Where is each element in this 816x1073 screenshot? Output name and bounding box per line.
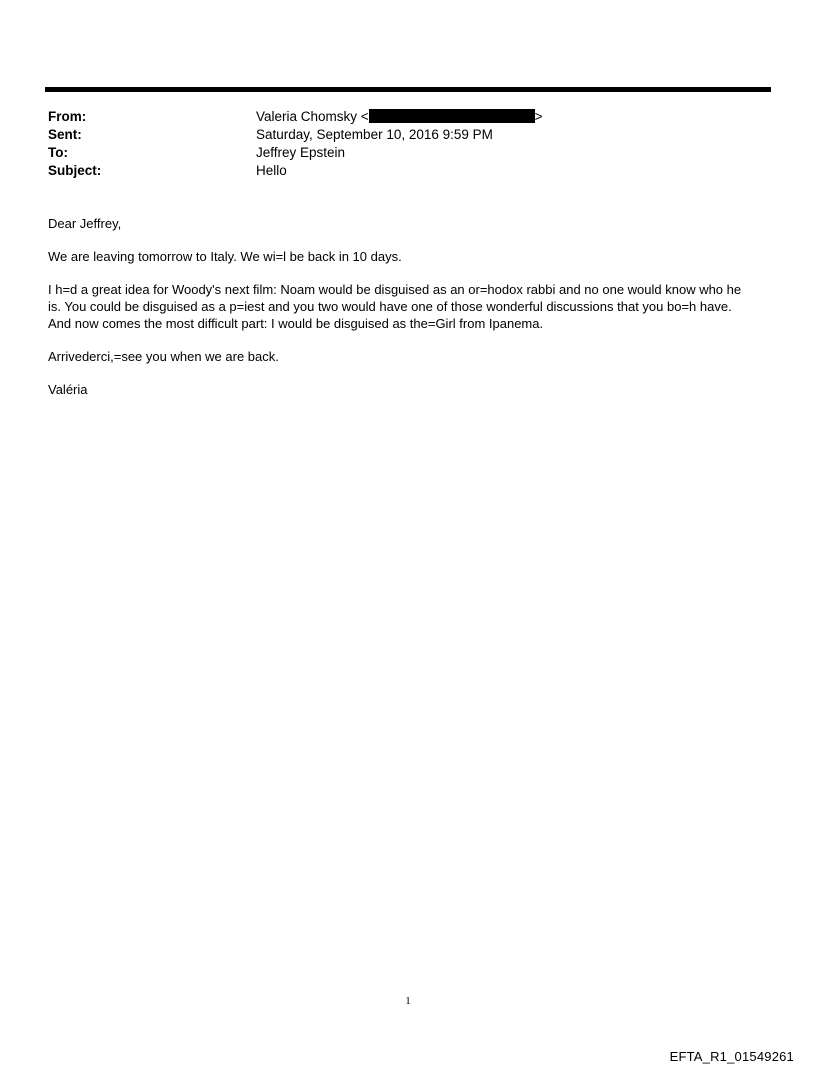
from-value — [256, 108, 543, 126]
from-name: Valeria Chomsky < — [256, 109, 369, 124]
subject-row — [48, 162, 768, 180]
to-value: Jeffrey Epstein — [256, 145, 346, 160]
to-row — [48, 144, 768, 162]
document-id: EFTA_R1_01549261 — [669, 1049, 794, 1064]
email-body — [48, 215, 778, 414]
subject-label: Subject: — [48, 163, 102, 178]
redacted-email-address — [369, 109, 535, 123]
subject-value: Hello — [256, 163, 287, 178]
greeting: Dear Jeffrey, — [48, 216, 122, 231]
to-label: To: — [48, 145, 68, 160]
from-bracket-close: > — [534, 109, 543, 124]
sent-label: Sent: — [48, 127, 82, 142]
from-label: From: — [48, 109, 87, 124]
from-row — [48, 108, 768, 126]
body-paragraph-3: Arrivederci,=see you when we are back. — [48, 349, 279, 364]
body-paragraph-2 — [48, 281, 778, 332]
sent-row — [48, 126, 768, 144]
body-paragraph-2-line-2: is. You could be disguised as a p=iest and you two would have one of those wonderful discussions that you bo=h have. — [48, 299, 732, 314]
page-number: 1 — [405, 995, 411, 1007]
email-header — [48, 108, 768, 180]
header-rule — [45, 87, 771, 92]
signature: Valéria — [48, 382, 88, 397]
body-paragraph-2-line-1: I h=d a great idea for Woody's next film: Noam would be disguised as an or=hodox rabbi and no one would know who he — [48, 282, 742, 297]
sent-value: Saturday, September 10, 2016 9:59 PM — [256, 127, 493, 142]
body-paragraph-1: We are leaving tomorrow to Italy. We wi=l be back in 10 days. — [48, 249, 402, 264]
body-paragraph-2-line-3: And now comes the most difficult part: I would be disguised as the=Girl from Ipanema. — [48, 316, 544, 331]
